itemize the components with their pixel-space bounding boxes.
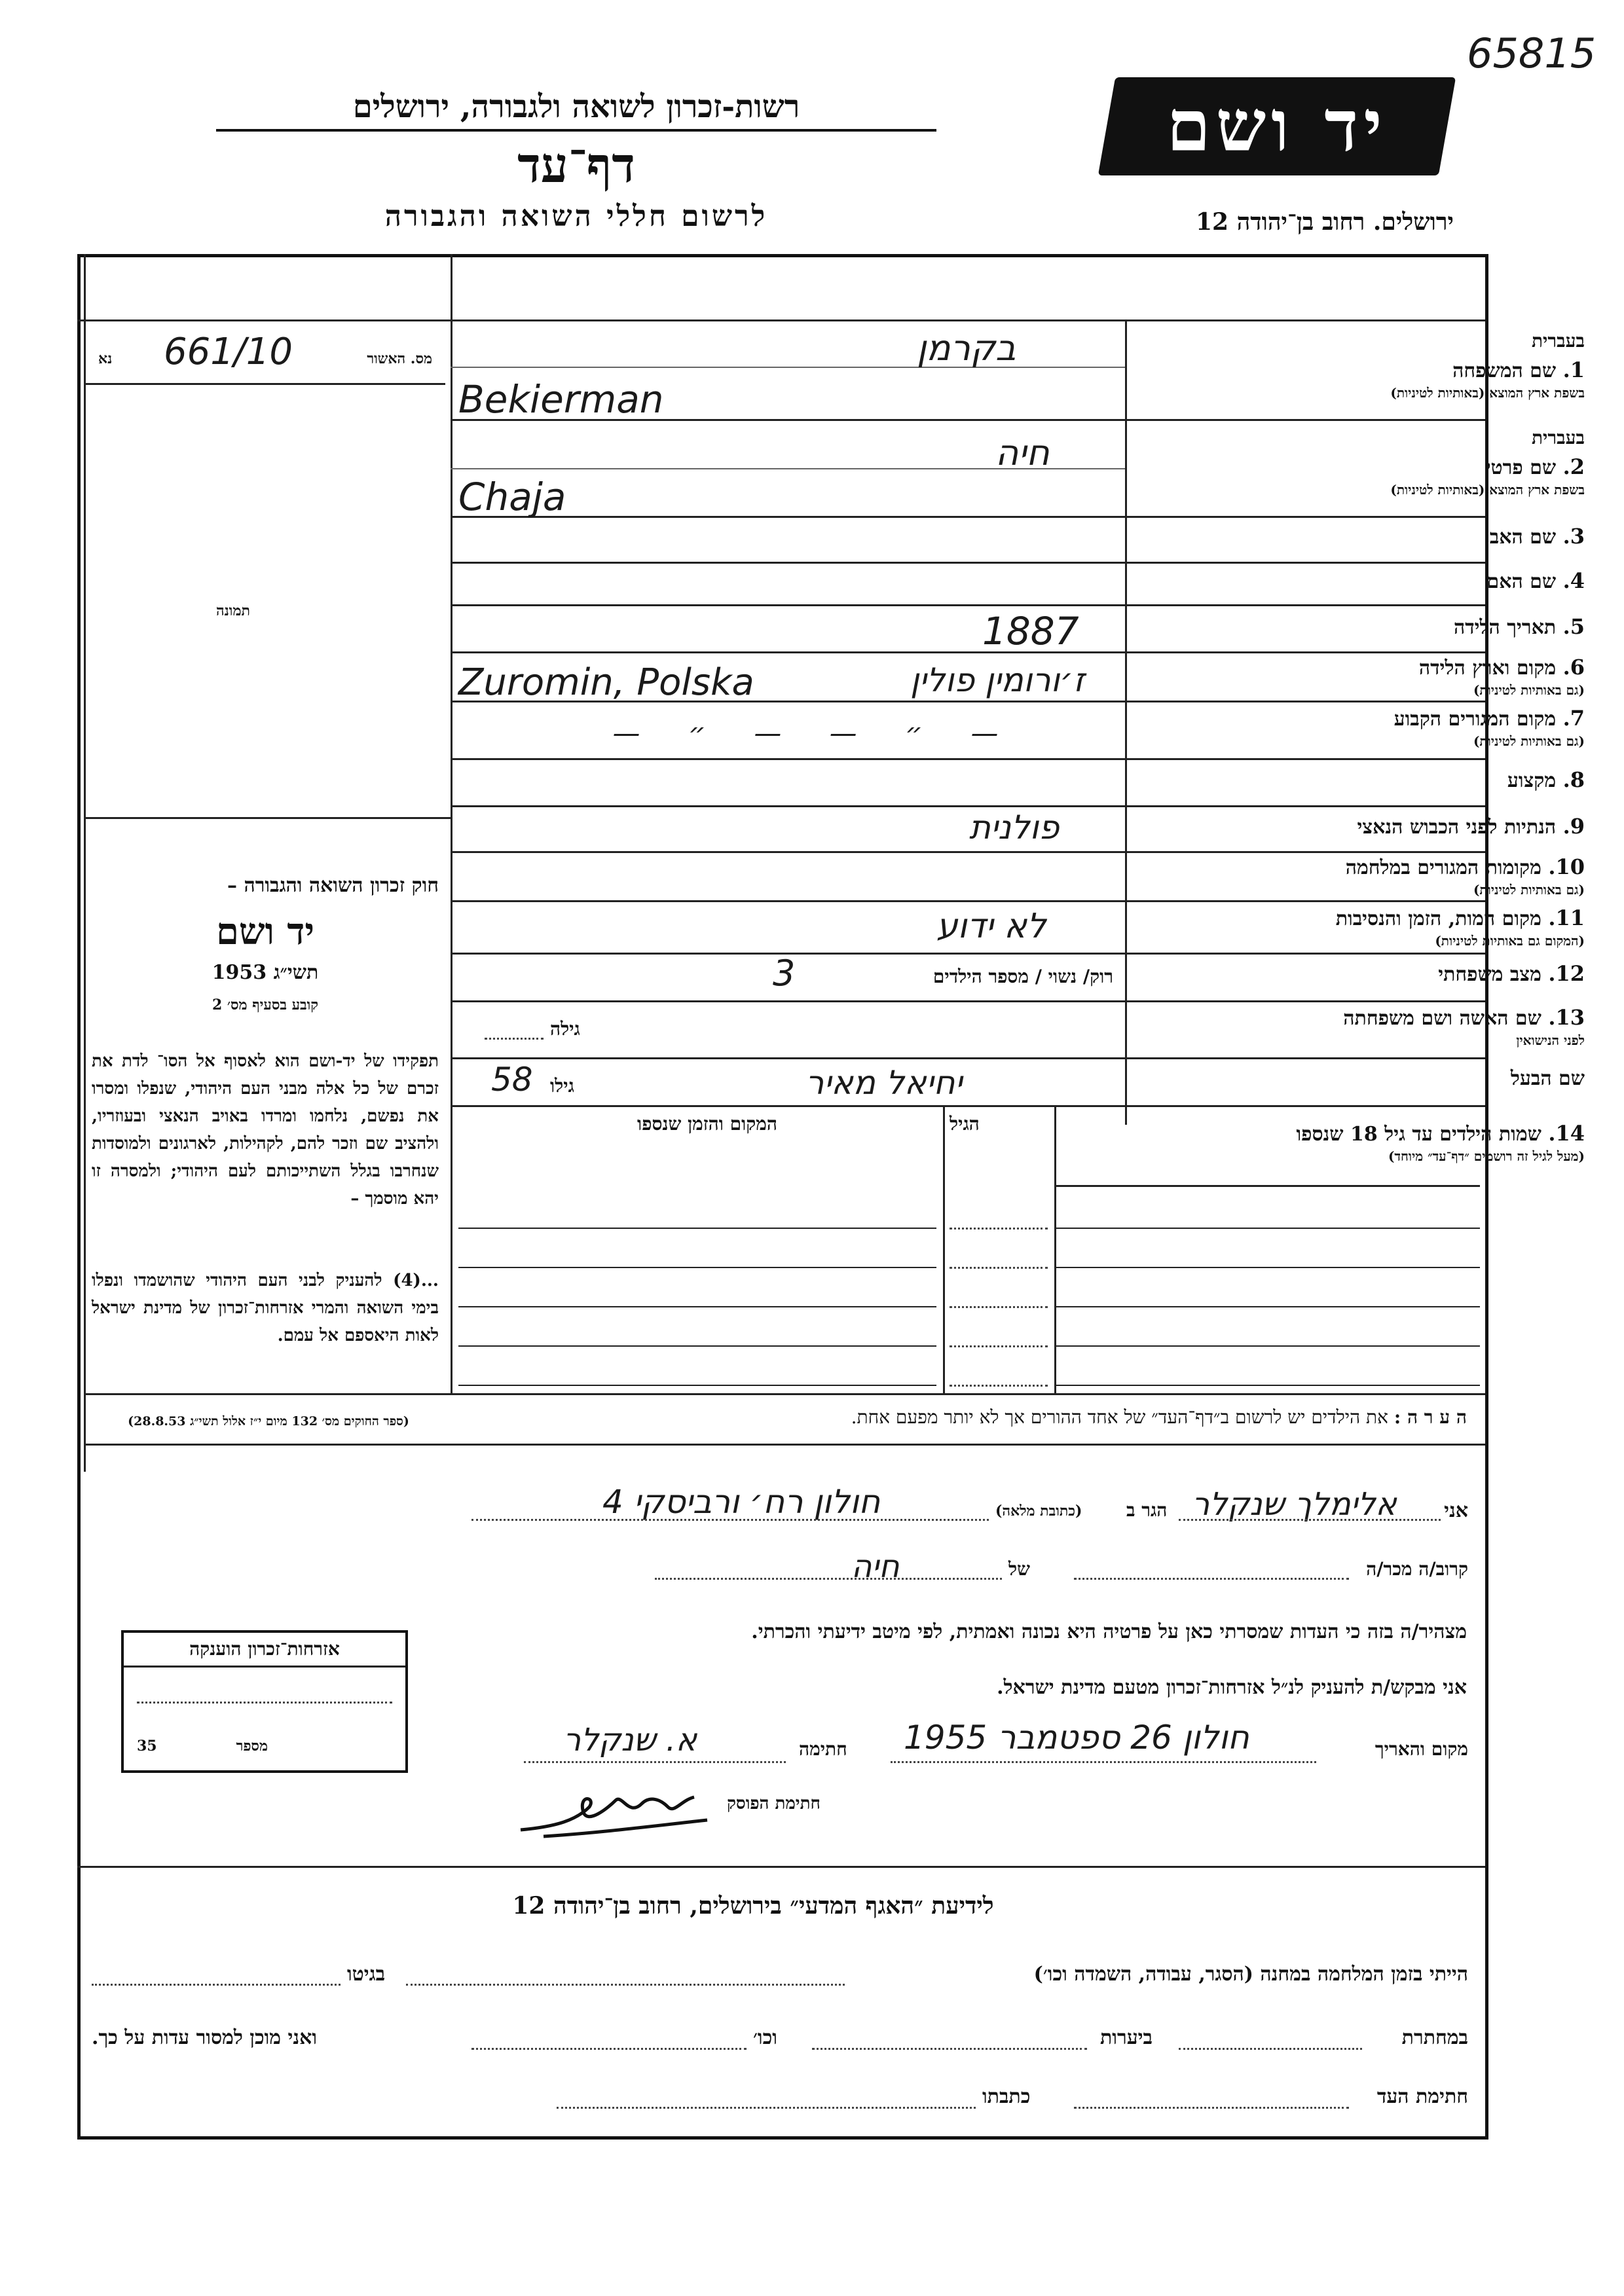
field-5-label: 5. תאריך הלידה [1453, 614, 1585, 639]
decl-relative-label: קרוב/ה מכר/ה [1366, 1558, 1468, 1580]
decl-lives-sub: (כתובת מלאה) [995, 1503, 1082, 1520]
footer-line-2-b: ביערות [1100, 2026, 1153, 2049]
footer-line-1-end: בגיטו [347, 1963, 386, 1986]
field-6-value-hebrew: ז׳ורומין פולין [910, 661, 1085, 699]
approval-number-label: מס. האשור [367, 350, 432, 367]
field-13-label: 13. שם האשה ושם משפחתה לפני הנישואין [1343, 1005, 1585, 1048]
archive-number: 65815 [1467, 29, 1596, 77]
field-2-value-hebrew: חיה [995, 432, 1050, 473]
field-10-label: 10. מקומות המגורים במלחמה (גם באותיות לטיניות) [1345, 854, 1585, 898]
field-7-value: — ״ — — ״ — [612, 717, 1018, 749]
citizenship-box-number-prefix: 35 [137, 1738, 157, 1755]
children-place-cell [458, 1306, 936, 1307]
decl-signature-value: א. שנקלר [563, 1722, 697, 1758]
field-7-label: 7. מקום המגורים הקבוע (גם באותיות לטיניות) [1393, 706, 1585, 749]
decl-of-value: חיה [851, 1548, 900, 1585]
form-subtitle: לרשום חללי השואה והגבורה [384, 200, 768, 233]
footer-title: לידיעת ״האגף המדעי״ בירושלים, רחוב בן־יהודה 12 [512, 1892, 994, 1920]
field-11-value: לא ידוע [936, 907, 1046, 946]
decl-official-sig-label: חתימת הפוסק [727, 1794, 821, 1813]
law-source: (ספר החוקים מס׳ 132 מיום י״ז אלול תשי״ג 28.8.53) [128, 1414, 409, 1429]
children-age-cell [950, 1267, 1048, 1269]
children-age-cell [950, 1228, 1048, 1230]
children-table-row [1054, 1385, 1480, 1386]
children-col-age: הגיל [950, 1113, 980, 1135]
note-text: את הילדים יש לרשום ב״דף־העד״ של אחד ההורים אך לא יותר מפעם אחת. [851, 1406, 1388, 1428]
field-9-label: 9. הנתיות לפני הכבוש הנאצי [1357, 814, 1585, 839]
law-title: חוק זכרון השואה והגבורה – [227, 874, 439, 897]
field-2-label: בעברית 2. שם פרטי בשפת ארץ המוצא (באותיות לטיניות) [1390, 427, 1585, 498]
note-label: ה ע ר ה : [1393, 1406, 1467, 1428]
official-signature-scrawl [517, 1781, 714, 1840]
children-age-cell [950, 1385, 1048, 1387]
husband-age-value: 58 [491, 1061, 533, 1099]
decl-place-date-value: חולון 26 ספטמבר 1955 [904, 1719, 1249, 1757]
footer-line-3-b: כתבתו [982, 2085, 1031, 2108]
footer-line-2-c: וכו׳ [753, 2026, 777, 2049]
field-5-value: 1887 [982, 609, 1079, 653]
field-8-label: 8. מקצוע [1507, 767, 1585, 792]
citizenship-box-title: אזרחות־זכרון הוענקה [124, 1638, 405, 1667]
approval-number-value: 661/10 [164, 331, 293, 373]
law-name: יד ושם [215, 910, 315, 953]
approval-number-row [85, 331, 445, 385]
field-12-prefix: רוק/ נשוי / מספר הילדים [932, 966, 1113, 987]
husband-label: שם הבעל [1510, 1067, 1585, 1090]
field-1-value-hebrew: בקרמן [917, 327, 1016, 369]
citizenship-box [121, 1630, 408, 1773]
children-place-cell [458, 1228, 936, 1229]
field-6-label: 6. מקום וארץ הלידה (גם באותיות לטיניות) [1418, 655, 1585, 698]
law-text-2: ...(4) להעניק לבני העם היהודי שהושמדו ונפלו בימי השואה והמרי אזרחות־זכרון של מדינת ישראל לאות היאספם אל עמם. [92, 1271, 439, 1345]
photo-label: תמונה [216, 602, 250, 619]
children-col-place: המקום והזמן שנספו [637, 1113, 777, 1135]
decl-address-value: חולון רח׳ ורביסקי 4 [602, 1483, 881, 1521]
children-table-row [1054, 1228, 1480, 1229]
citizenship-box-number-label: מספר [236, 1738, 268, 1755]
header-address: ירושלים. רחוב בן־יהודה 12 [1195, 208, 1454, 236]
field-6-value-latin: Zuromin, Polska [458, 661, 754, 704]
children-place-cell [458, 1345, 936, 1347]
law-year: תשי״ג 1953 [212, 961, 319, 984]
decl-of-label: של [1008, 1558, 1030, 1580]
footer-line-3-a: חתימת העד [1376, 2085, 1468, 2108]
field-9-value: פולנית [969, 809, 1060, 847]
field-3-label: 3. שם האב [1489, 524, 1585, 549]
children-table-row [1054, 1345, 1480, 1347]
field-12-value: 3 [773, 953, 796, 994]
children-table-row [1054, 1306, 1480, 1307]
children-place-cell [458, 1267, 936, 1268]
footer-line-2-end: ואני מוכן למסור עדות על כך. [92, 2026, 318, 2049]
decl-line-1: מצהיר/ה בזה כי העדות שמסרתי כאן על פרטיה היא נכונה ואמתית, לפי מיטב ידיעתי והכרתי. [751, 1620, 1467, 1643]
decl-ani-label: אני [1444, 1499, 1468, 1522]
field-13-age-label: גילה [550, 1018, 580, 1040]
decl-line-2: אני מבקש/ת להעניק לנ״ל אזרחות־זכרון מטעם מדינת ישראל. [997, 1676, 1467, 1699]
husband-age-label: גילו [550, 1075, 574, 1097]
field-11-label: 11. מקום המות, הזמן והנסיבות (המקום גם באותיות לטיניות) [1335, 905, 1585, 949]
footer-line-2-a: במחתרת [1401, 2026, 1468, 2049]
children-place-cell [458, 1385, 936, 1386]
decl-lives-label: הגר ב [1126, 1499, 1168, 1521]
law-text-1: תפקידו של יד-ושם הוא לאסוף אל הסו־ לדת את זכרם של כל אלה מבני העם היהודי, שנפלו ומסרו את נפשם, נלחמו ומרדו באויב הנאצי ובעוזריו, ולהציב שם וזכר להם, לקהילות, לארגונים ולמוסדות שנחרבו בגלל השתייכותם לעם היהודי; ולמסרה זו יהא מוסמך – [92, 1051, 439, 1209]
children-age-cell [950, 1345, 1048, 1347]
field-1-label: בעברית 1. שם המשפחה בשפת ארץ המוצא (באותיות לטיניות) [1390, 330, 1585, 401]
approval-number-prefix: נא [98, 350, 113, 367]
decl-ani-value: אלימלך שנקלר [1192, 1486, 1397, 1523]
form-title: דף־עד [517, 137, 635, 194]
field-12-label: 12. מצב משפחתי [1438, 961, 1585, 986]
yad-vashem-logo: יד ושם [1098, 77, 1456, 175]
field-2-value-latin: Chaja [458, 475, 566, 519]
children-label: 14. שמות הילדים עד גיל 18 שנספו (מעל לגיל זה רושמים ״דף־עד״ מיוחד) [1296, 1121, 1585, 1164]
husband-value: יחיאל מאיר [805, 1064, 963, 1102]
note-row [458, 1406, 1467, 1429]
children-table-row [1054, 1267, 1480, 1268]
decl-signature-label: חתימה [799, 1738, 847, 1760]
law-clause: קובע בסעיף מס׳ 2 [212, 996, 319, 1013]
footer-line-1: הייתי בזמן המלחמה במחנה (הסגר, עבודה, השמדה וכו׳) [1033, 1963, 1468, 1986]
children-age-cell [950, 1306, 1048, 1308]
field-1-value-latin: Bekierman [458, 377, 664, 422]
decl-place-date-label: מקום והאריך [1375, 1738, 1468, 1760]
org-name: רשות-זכרון לשואה ולגבורה, ירושלים [216, 88, 936, 132]
field-4-label: 4. שם האם [1486, 568, 1585, 593]
